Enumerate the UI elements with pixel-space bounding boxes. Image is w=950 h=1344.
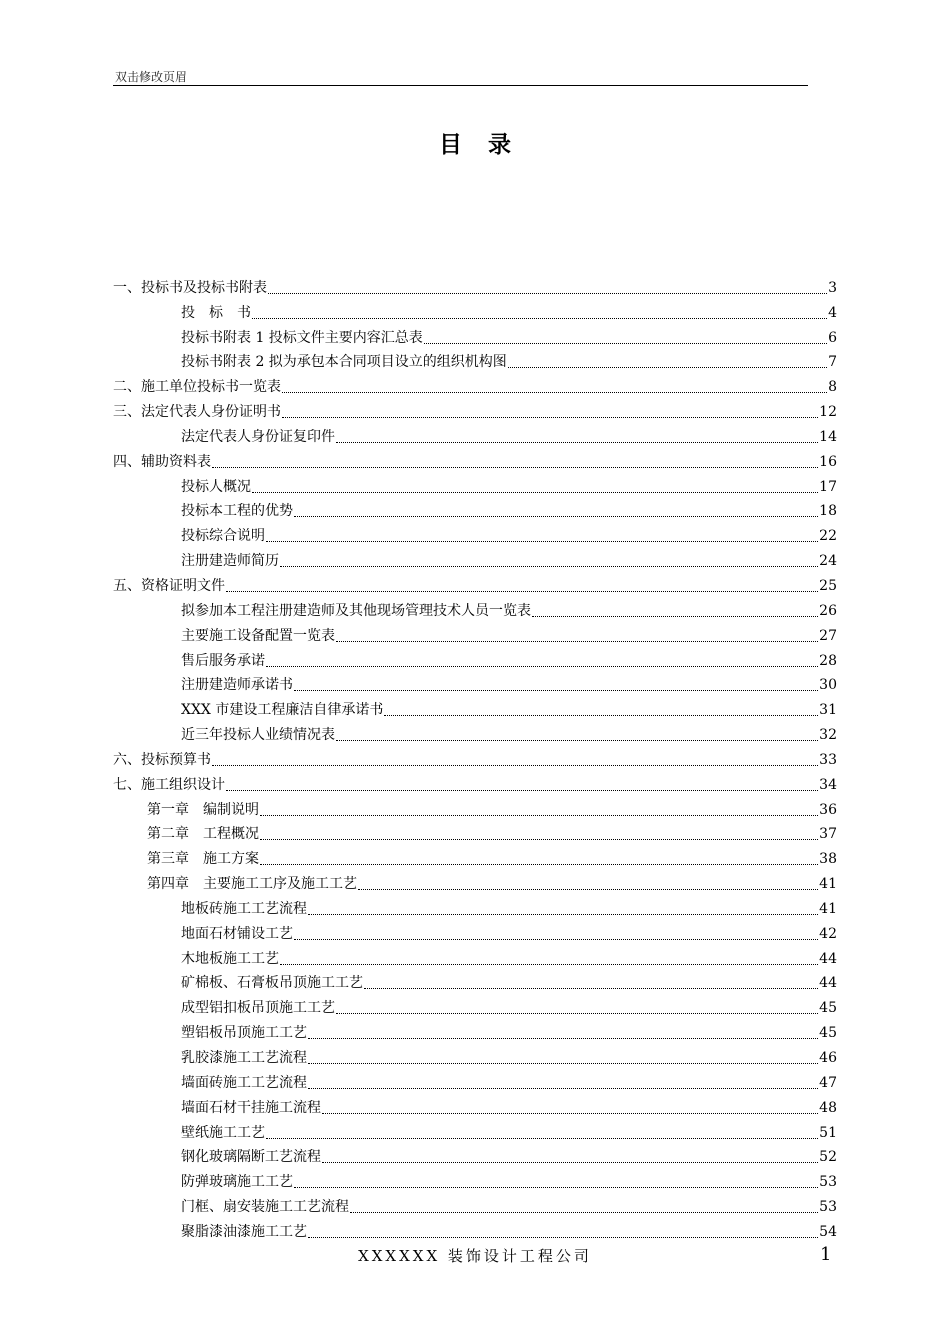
- toc-entry-label: 第二章 工程概况: [147, 826, 259, 843]
- toc-entry[interactable]: [113, 1217, 837, 1242]
- toc-entry-page: 24: [819, 553, 837, 570]
- toc-dot-leader: [336, 1013, 818, 1014]
- toc-dot-leader: [308, 914, 818, 915]
- toc-entry-label: 墙面砖施工工艺流程: [181, 1074, 307, 1091]
- toc-entry[interactable]: [113, 422, 837, 447]
- toc-dot-leader: [260, 839, 818, 840]
- toc-entry-page: 37: [819, 826, 837, 843]
- toc-entry-label: 售后服务承诺: [181, 652, 265, 669]
- toc-entry-label: 成型铝扣板吊顶施工工艺: [181, 1000, 335, 1017]
- toc-entry-label: 投标本工程的优势: [181, 503, 293, 520]
- toc-entry-page: 27: [819, 627, 837, 644]
- toc-dot-leader: [308, 1237, 818, 1238]
- toc-entry[interactable]: [113, 770, 837, 795]
- toc-entry-page: 52: [819, 1149, 837, 1166]
- toc-entry-page: 28: [819, 652, 837, 669]
- toc-entry-label: 投 标 书: [181, 304, 251, 321]
- footer-company-name: XXXXXX 装饰设计工程公司: [358, 1247, 592, 1265]
- toc-dot-leader: [384, 715, 818, 716]
- toc-entry-label: 二、施工单位投标书一览表: [113, 379, 281, 396]
- toc-entry-label: 投标书附表 2 拟为承包本合同项目设立的组织机构图: [181, 354, 507, 371]
- toc-dot-leader: [260, 864, 818, 865]
- toc-entry-page: 41: [819, 876, 837, 893]
- toc-entry-label: 地面石材铺设工艺: [181, 925, 293, 942]
- page-header-text[interactable]: 双击修改页眉: [115, 70, 188, 84]
- toc-entry[interactable]: [113, 844, 837, 869]
- toc-entry-page: 53: [819, 1174, 837, 1191]
- toc-entry-label: 防弹玻璃施工工艺: [181, 1174, 293, 1191]
- toc-dot-leader: [336, 641, 818, 642]
- toc-dot-leader: [308, 1063, 818, 1064]
- toc-entry[interactable]: [113, 671, 837, 696]
- toc-entry-label: 乳胶漆施工工艺流程: [181, 1050, 307, 1066]
- toc-entry-label: 塑铝板吊顶施工工艺: [181, 1025, 307, 1042]
- toc-dot-leader: [308, 1038, 818, 1039]
- toc-entry-label: 第四章 主要施工工序及施工工艺: [147, 876, 357, 893]
- toc-entry-page: 34: [819, 776, 837, 793]
- toc-entry-page: 47: [819, 1074, 837, 1091]
- toc-entry-page: 32: [819, 727, 837, 744]
- toc-dot-leader: [336, 740, 818, 741]
- toc-entry-page: 12: [819, 404, 837, 421]
- toc-entry-label: 注册建造师简历: [181, 553, 279, 570]
- toc-entry[interactable]: [113, 919, 837, 944]
- toc-dot-leader: [294, 516, 818, 517]
- toc-entry-label: 钢化玻璃隔断工艺流程: [181, 1149, 321, 1166]
- toc-entry-page: 48: [819, 1099, 837, 1116]
- toc-entry-label: 投标综合说明: [181, 528, 265, 545]
- toc-entry-label: 第一章 编制说明: [147, 801, 259, 818]
- toc-entry-label: 聚脂漆油漆施工工艺: [181, 1223, 307, 1240]
- toc-entry-label: 三、法定代表人身份证明书: [113, 404, 281, 421]
- header-rule: [113, 85, 808, 86]
- toc-entry[interactable]: [113, 323, 837, 348]
- toc-entry[interactable]: [113, 372, 837, 397]
- toc-entry-page: 54: [819, 1223, 837, 1240]
- toc-entry-label: 注册建造师承诺书: [181, 677, 293, 694]
- toc-dot-leader: [336, 442, 818, 443]
- toc-dot-leader: [294, 939, 818, 940]
- toc-entry-page: 44: [819, 975, 837, 992]
- toc-dot-leader: [226, 591, 818, 592]
- toc-entry[interactable]: [113, 969, 837, 994]
- toc-entry[interactable]: [113, 1068, 837, 1093]
- toc-entry[interactable]: [113, 348, 837, 373]
- toc-entry[interactable]: [113, 1043, 837, 1068]
- toc-entry[interactable]: [113, 1143, 837, 1168]
- toc-entry-page: 36: [819, 801, 837, 818]
- page-title: 目录: [439, 132, 537, 158]
- toc-entry-label: 门框、扇安装施工工艺流程: [181, 1199, 349, 1216]
- toc-dot-leader: [252, 492, 818, 493]
- footer-page-number: 1: [820, 1244, 832, 1265]
- toc-entry-label: 五、资格证明文件: [113, 577, 225, 594]
- toc-dot-leader: [322, 1113, 818, 1114]
- toc-entry-page: 14: [819, 428, 837, 445]
- toc-entry-label: 七、施工组织设计: [113, 776, 225, 793]
- toc-entry[interactable]: [113, 795, 837, 820]
- toc-entry[interactable]: [113, 646, 837, 671]
- table-of-contents: [113, 273, 837, 1242]
- toc-entry[interactable]: [113, 571, 837, 596]
- toc-dot-leader: [260, 815, 818, 816]
- toc-dot-leader: [252, 318, 827, 319]
- toc-entry-label: 四、辅助资料表: [113, 453, 211, 470]
- toc-dot-leader: [212, 467, 818, 468]
- toc-entry-page: 41: [819, 900, 837, 917]
- toc-dot-leader: [266, 1138, 818, 1139]
- toc-dot-leader: [280, 964, 818, 965]
- toc-entry[interactable]: [113, 521, 837, 546]
- toc-entry[interactable]: [113, 745, 837, 770]
- toc-entry[interactable]: [113, 621, 837, 646]
- toc-entry[interactable]: [113, 397, 837, 422]
- toc-entry-page: 17: [819, 478, 837, 495]
- toc-dot-leader: [350, 1212, 818, 1213]
- toc-entry[interactable]: [113, 894, 837, 919]
- toc-entry-page: 7: [828, 354, 837, 371]
- toc-dot-leader: [266, 666, 818, 667]
- toc-dot-leader: [268, 293, 827, 294]
- toc-entry-label: 投标人概况: [181, 478, 251, 495]
- toc-entry-page: 16: [819, 453, 837, 470]
- toc-entry[interactable]: [113, 472, 837, 497]
- toc-dot-leader: [226, 790, 818, 791]
- toc-dot-leader: [424, 343, 827, 344]
- toc-dot-leader: [266, 541, 818, 542]
- toc-entry[interactable]: [113, 1018, 837, 1043]
- toc-entry-page: 33: [819, 751, 837, 768]
- toc-entry[interactable]: [113, 695, 837, 720]
- toc-entry-label: 壁纸施工工艺: [181, 1124, 265, 1141]
- toc-entry-label: 拟参加本工程注册建造师及其他现场管理技术人员一览表: [181, 602, 531, 619]
- toc-entry-page: 3: [828, 279, 837, 296]
- toc-dot-leader: [358, 889, 818, 890]
- toc-entry[interactable]: [113, 497, 837, 522]
- toc-entry-label: 六、投标预算书: [113, 751, 211, 768]
- toc-entry[interactable]: [113, 1118, 837, 1143]
- toc-dot-leader: [280, 566, 818, 567]
- toc-entry-page: 8: [828, 379, 837, 396]
- toc-entry[interactable]: [113, 869, 837, 894]
- toc-entry[interactable]: [113, 447, 837, 472]
- toc-entry-label: 矿棉板、石膏板吊顶施工工艺: [181, 975, 363, 992]
- toc-entry-label: XXX 市建设工程廉洁自律承诺书: [181, 702, 384, 719]
- toc-entry-label: 墙面石材干挂施工流程: [181, 1099, 321, 1116]
- toc-entry-page: 44: [819, 950, 837, 967]
- toc-entry[interactable]: [113, 298, 837, 323]
- toc-entry[interactable]: [113, 720, 837, 745]
- toc-entry-page: 4: [828, 304, 837, 321]
- toc-entry[interactable]: [113, 820, 837, 845]
- toc-dot-leader: [508, 367, 827, 368]
- toc-entry-label: 第三章 施工方案: [147, 851, 259, 868]
- toc-entry-page: 26: [819, 602, 837, 619]
- toc-entry-label: 近三年投标人业绩情况表: [181, 727, 335, 744]
- toc-dot-leader: [282, 417, 818, 418]
- toc-entry[interactable]: [113, 546, 837, 571]
- toc-entry[interactable]: [113, 1192, 837, 1217]
- toc-entry-page: 51: [819, 1124, 837, 1141]
- toc-dot-leader: [294, 1187, 818, 1188]
- toc-entry-page: 38: [819, 851, 837, 868]
- toc-entry-page: 46: [819, 1050, 837, 1066]
- toc-entry[interactable]: [113, 1167, 837, 1192]
- toc-entry-page: 25: [819, 577, 837, 594]
- toc-entry-label: 木地板施工工艺: [181, 950, 279, 967]
- toc-dot-leader: [294, 690, 818, 691]
- toc-entry[interactable]: [113, 944, 837, 969]
- toc-entry-page: 45: [819, 1025, 837, 1042]
- toc-entry-label: 投标书附表 1 投标文件主要内容汇总表: [181, 329, 423, 346]
- toc-dot-leader: [364, 988, 818, 989]
- toc-entry-label: 地板砖施工工艺流程: [181, 900, 307, 917]
- toc-dot-leader: [212, 765, 818, 766]
- toc-entry[interactable]: [113, 993, 837, 1018]
- toc-entry[interactable]: [113, 596, 837, 621]
- toc-entry-page: 22: [819, 528, 837, 545]
- toc-entry[interactable]: [113, 273, 837, 298]
- toc-entry-page: 45: [819, 1000, 837, 1017]
- toc-entry-page: 6: [828, 329, 837, 346]
- toc-dot-leader: [308, 1088, 818, 1089]
- toc-entry-page: 31: [819, 702, 837, 719]
- toc-entry-label: 主要施工设备配置一览表: [181, 627, 335, 644]
- toc-entry-page: 18: [819, 503, 837, 520]
- toc-entry-label: 一、投标书及投标书附表: [113, 279, 267, 296]
- toc-dot-leader: [322, 1162, 818, 1163]
- toc-entry-label: 法定代表人身份证复印件: [181, 428, 335, 445]
- toc-entry-page: 53: [819, 1199, 837, 1216]
- toc-entry-page: 30: [819, 677, 837, 694]
- toc-dot-leader: [282, 392, 827, 393]
- toc-entry-page: 42: [819, 925, 837, 942]
- toc-dot-leader: [532, 616, 818, 617]
- toc-entry[interactable]: [113, 1093, 837, 1118]
